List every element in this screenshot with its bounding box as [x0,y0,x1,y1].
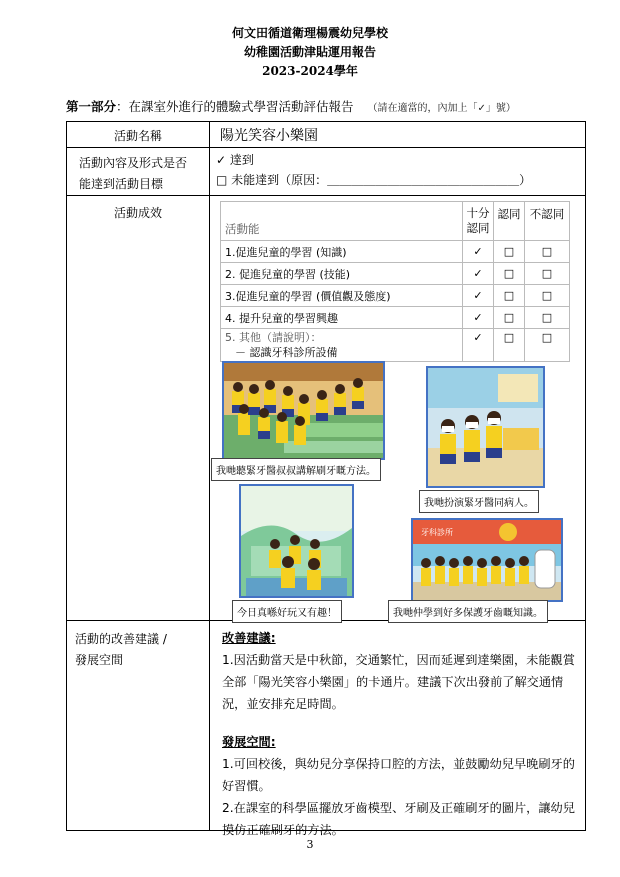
checkbox-empty: □ [525,263,570,285]
goal-option-achieved: ✓ 達到 [216,153,254,167]
section-title: ：在課室外進行的體驗式學習活動評估報告 [116,99,354,114]
row-activity-name [67,122,585,148]
checkbox-empty: □ [525,329,570,362]
achievement-header-activity: 活動能 [221,202,463,241]
improvement-label-line2: 發展空間 [75,653,124,667]
achievement-row [221,307,570,329]
achievement-header-agree: 認同 [494,202,525,241]
photo-children-listening [222,361,385,460]
checkbox-empty: □ [494,307,525,329]
photo-children-playing [239,484,354,598]
achievement-row [221,285,570,307]
achievement-row [221,329,570,362]
activity-name-value: 陽光笑容小樂園 [220,128,318,144]
check-mark: ✓ [463,263,494,285]
checkbox-empty: □ [494,285,525,307]
check-mark: ✓ [463,307,494,329]
check-mark: ✓ [463,241,494,263]
report-title: 幼稚園活動津貼運用報告 [243,45,376,59]
improvement-content [210,621,585,837]
check-mark: ✓ [463,285,494,307]
goal-options [210,148,585,195]
activity-name-label: 活動名稱 [67,122,210,147]
achievement-table [220,201,570,362]
checkbox-empty: □ [494,263,525,285]
development-item-1: 1.可回校後，與幼兒分享保持口腔的方法，並鼓勵幼兒早晚刷牙的好習慣。 [222,757,575,793]
checkbox-empty: □ [525,241,570,263]
photo-caption-1: 我哋聽緊牙醫叔叔講解刷牙嘅方法。 [211,458,381,481]
photo-caption-4: 我哋仲學到好多保護牙齒嘅知識。 [388,600,548,623]
checkbox-empty: □ [494,241,525,263]
section-note: （請在適當的，內加上「✓」號） [367,103,516,114]
achievement-header-disagree: 不認同 [525,202,570,241]
school-name: 何文田循道衛理楊震幼兒學校 [231,26,388,40]
achievement-header-row [221,202,570,241]
achievement-item-text: 5. 其他（請說明）： [225,331,322,344]
achievement-header-strongly-agree: 十分 認同 [463,202,494,241]
checkbox-empty: □ [525,285,570,307]
clinic-sign-text: 牙科診所 [421,528,453,537]
achievement-item-text: 1.促進兒童的學習 (知識) [221,241,463,263]
improve-paragraph: 1.因活動當天是中秋節，交通繁忙，因而延遲到達樂園，未能觀賞全部「陽光笑容小樂園」的卡通片。建議下次出發前了解交通情況，並安排充足時間。 [222,653,575,711]
check-mark: ✓ [463,329,494,362]
photo-caption-2: 我哋扮演緊牙醫同病人。 [419,490,539,513]
photo-caption-3: 今日真喺好玩又有趣！ [232,600,342,623]
checkbox-empty: □ [525,307,570,329]
section-label: 第一部分 [66,99,117,114]
goal-option-not-achieved: □ 未能達到（原因：＿＿＿＿＿＿＿＿＿＿＿＿＿＿＿＿） [216,173,532,187]
goal-label-line1: 活動內容及形式是否 [79,156,188,170]
achievement-row [221,263,570,285]
result-label: 活動成效 [67,196,210,620]
goal-label [67,148,210,195]
goal-label-line2: 能達到活動目標 [79,177,164,191]
photo-group-clinic [411,518,563,602]
improve-title: 改善建議: [222,631,276,645]
photo-dentist-roleplay [426,366,545,488]
improvement-label [67,621,210,830]
page-number: 3 [306,838,314,851]
row-goal [67,148,585,196]
school-year: 2023-2024學年 [262,64,358,78]
improvement-label-line1: 活動的改善建議 / [75,632,167,646]
checkbox-empty: □ [494,329,525,362]
development-title: 發展空間: [222,735,276,749]
achievement-item-other [221,329,463,362]
achievement-row [221,241,570,263]
achievement-item-subtext: － 認識牙科診所設備 [235,346,338,359]
development-item-2: 2.在課室的科學區擺放牙齒模型、牙刷及正確刷牙的圖片，讓幼兒摸仿正確刷牙的方法。 [222,801,575,837]
achievement-item-text: 2. 促進兒童的學習 (技能) [221,263,463,285]
achievement-item-text: 3.促進兒童的學習 (價值觀及態度) [221,285,463,307]
achievement-item-text: 4. 提升兒童的學習興趣 [221,307,463,329]
section-heading [66,97,516,115]
row-improvement [67,621,585,837]
